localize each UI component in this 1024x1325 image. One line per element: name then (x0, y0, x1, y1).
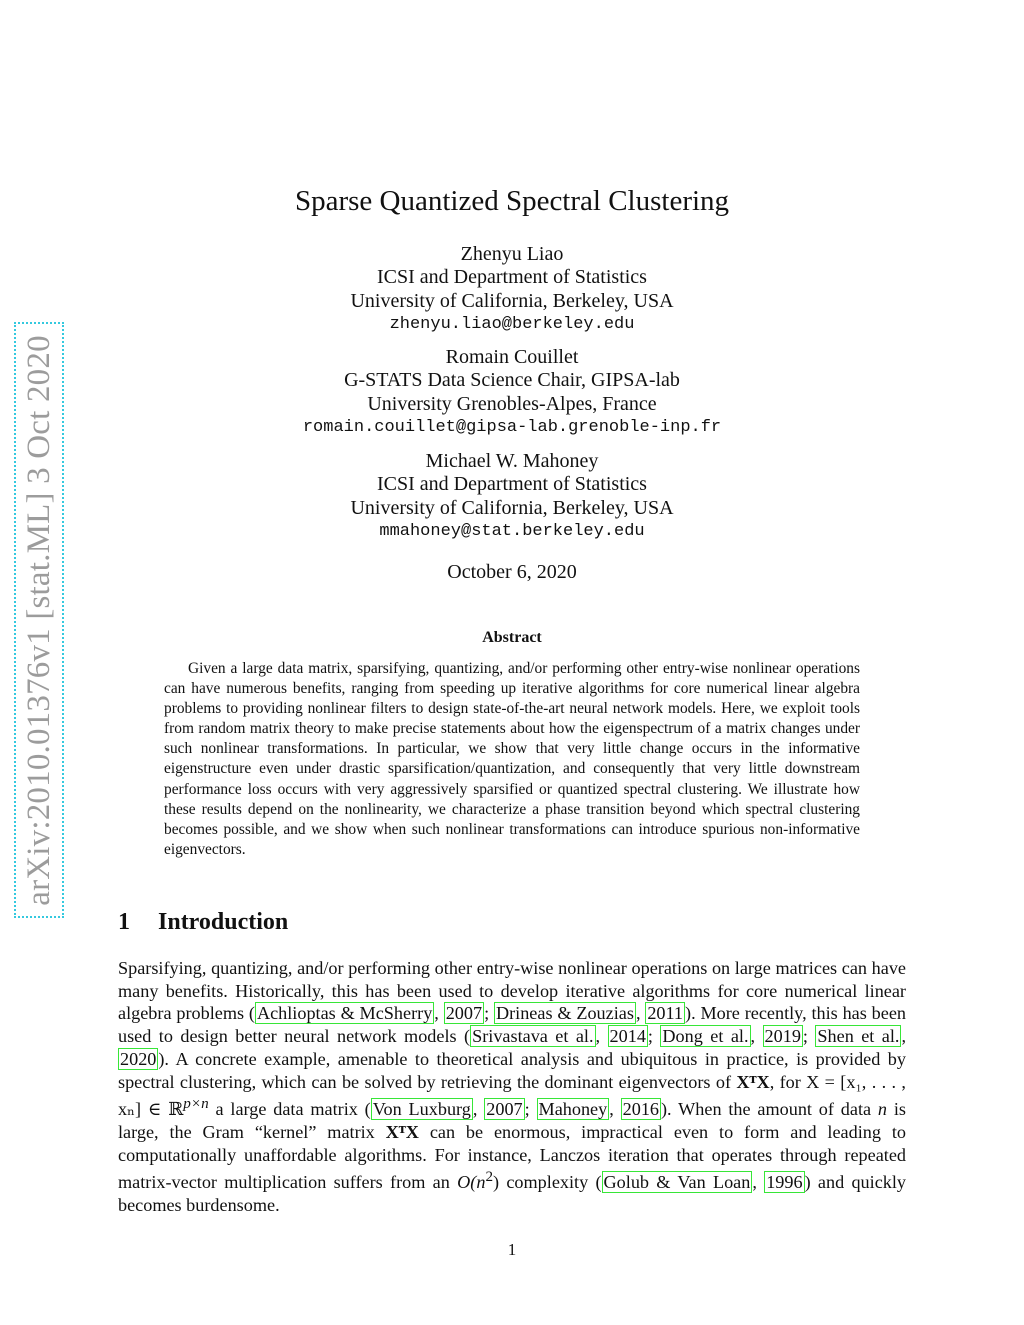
arxiv-stamp-text: arXiv:2010.01376v1 [stat.ML] 3 Oct 2020 (20, 334, 57, 906)
author-affiliation: G-STATS Data Science Chair, GIPSA-lab (344, 369, 680, 392)
math-expression: X = [x₁, . . . , xₙ] ∈ ℝ$^{p\times n}$ (118, 1071, 906, 1120)
author-block-2 (0, 346, 1024, 440)
citation-link[interactable]: Mahoney (538, 1099, 608, 1120)
citation-link[interactable]: Drineas & Zouzias (495, 1003, 634, 1024)
author-name: Michael W. Mahoney (425, 450, 599, 472)
citation-year-link[interactable]: 2020 (120, 1048, 157, 1069)
abstract-heading: Abstract (482, 629, 542, 646)
abstract-text: Given a large data matrix, sparsifying, quantizing, and/or performing other entry-wise nonlinear operations can have numerous benefits, ranging from speeding up iterative algorithms for core numerical linear algebra problems to providing nonlinear filters to design state-of-the-art neural network models. Here, we exploit tools from random matrix theory to make precise statements about how the eigenspectrum of a matrix changes under such nonlinear transformations. In particular, we show that very little change occurs in the informative eigenstructure even under drastic sparsification/quantization, and consequently that very little downstream performance loss occurs with very aggressively sparsified or quantized spectral clustering. We illustrate how these results depend on the nonlinearity, we characterize a phase transition beyond which spectral clustering becomes possible, and we show when such nonlinear transformations can introduce spurious non-informative eigenvectors. (164, 660, 860, 858)
citation-link[interactable]: Shen et al. (817, 1026, 900, 1047)
author-email[interactable]: mmahoney@stat.berkeley.edu (379, 522, 645, 542)
citation-year-link[interactable]: 2014 (609, 1026, 646, 1047)
author-affiliation: ICSI and Department of Statistics (377, 266, 647, 289)
math-expression: XᵀX (736, 1071, 770, 1092)
math-expression: $O(n^2)$ (457, 1168, 500, 1193)
citation-year-link[interactable]: 2016 (622, 1099, 659, 1120)
author-block-1 (0, 243, 1024, 337)
citation-year-link[interactable]: 1996 (766, 1172, 803, 1193)
math-expression: n (877, 1099, 888, 1120)
author-affiliation: University of California, Berkeley, USA (350, 496, 674, 519)
author-name: Zhenyu Liao (460, 243, 564, 265)
author-email[interactable]: romain.couillet@gipsa-lab.grenoble-inp.fr (302, 418, 722, 438)
paper-date: October 6, 2020 (447, 561, 577, 583)
page-number: 1 (507, 1240, 517, 1259)
section-heading (118, 909, 288, 936)
citation-year-link[interactable]: 2011 (647, 1003, 684, 1024)
section-title: Introduction (158, 909, 289, 935)
citation-link[interactable]: Von Luxburg (372, 1099, 471, 1120)
author-affiliation: University Grenobles-Alpes, France (367, 392, 657, 415)
citation-link[interactable]: Golub & Van Loan (603, 1172, 751, 1193)
citation-link[interactable]: Achlioptas & McSherry (256, 1003, 433, 1024)
author-affiliation: University of California, Berkeley, USA (350, 289, 674, 312)
citation-year-link[interactable]: 2019 (764, 1026, 801, 1047)
abstract-body (164, 659, 860, 860)
paper-title: Sparse Quantized Spectral Clustering (294, 185, 730, 217)
author-email[interactable]: zhenyu.liao@berkeley.edu (389, 315, 635, 335)
citation-link[interactable]: Dong et al. (662, 1026, 749, 1047)
citation-link[interactable]: Srivastava et al. (472, 1026, 594, 1047)
intro-paragraph: Sparsifying, quantizing, and/or performing other entry-wise nonlinear operations on large matrices can have many benefits. Historically, this has been used to develop iterative algorithms for core numerical linear algebra problems ( Achlioptas & McSherry , 2007 ; Drineas & Zouzias , 2011 ). More recently, this has been used to design better neural network models ( Srivastava et al. , 2014 ; Dong et al. , 2019 ; Shen et al. , 2020 ). A concrete example, amenable to theoretical analysis and ubiquitous in practice, is provided by spectral clustering, which can be solved by retrieving the dominant eigenvectors of XᵀX, for X = [x₁, . . . , xₙ] ∈ ℝ$^{p\times n}$ a large data matrix ( Von Luxburg , 2007 ; Mahoney , 2016 ). When the amount of data n is large, the Gram “kernel” matrix XᵀX can be enormous, impractical even to form and leading to computationally unaffordable algorithms. For instance, Lanczos iteration that operates through repeated matrix-vector multiplication suffers from an $O(n^2)$ complexity ( Golub & Van Loan , 1996 ) and quickly becomes burdensome. (118, 958, 907, 1216)
citation-year-link[interactable]: 2007 (486, 1099, 523, 1120)
author-name: Romain Couillet (445, 346, 579, 368)
section-number: 1 (118, 909, 130, 935)
author-affiliation: ICSI and Department of Statistics (377, 473, 647, 496)
citation-year-link[interactable]: 2007 (445, 1003, 483, 1024)
author-block-3 (0, 450, 1024, 544)
math-expression: XᵀX (385, 1121, 419, 1142)
